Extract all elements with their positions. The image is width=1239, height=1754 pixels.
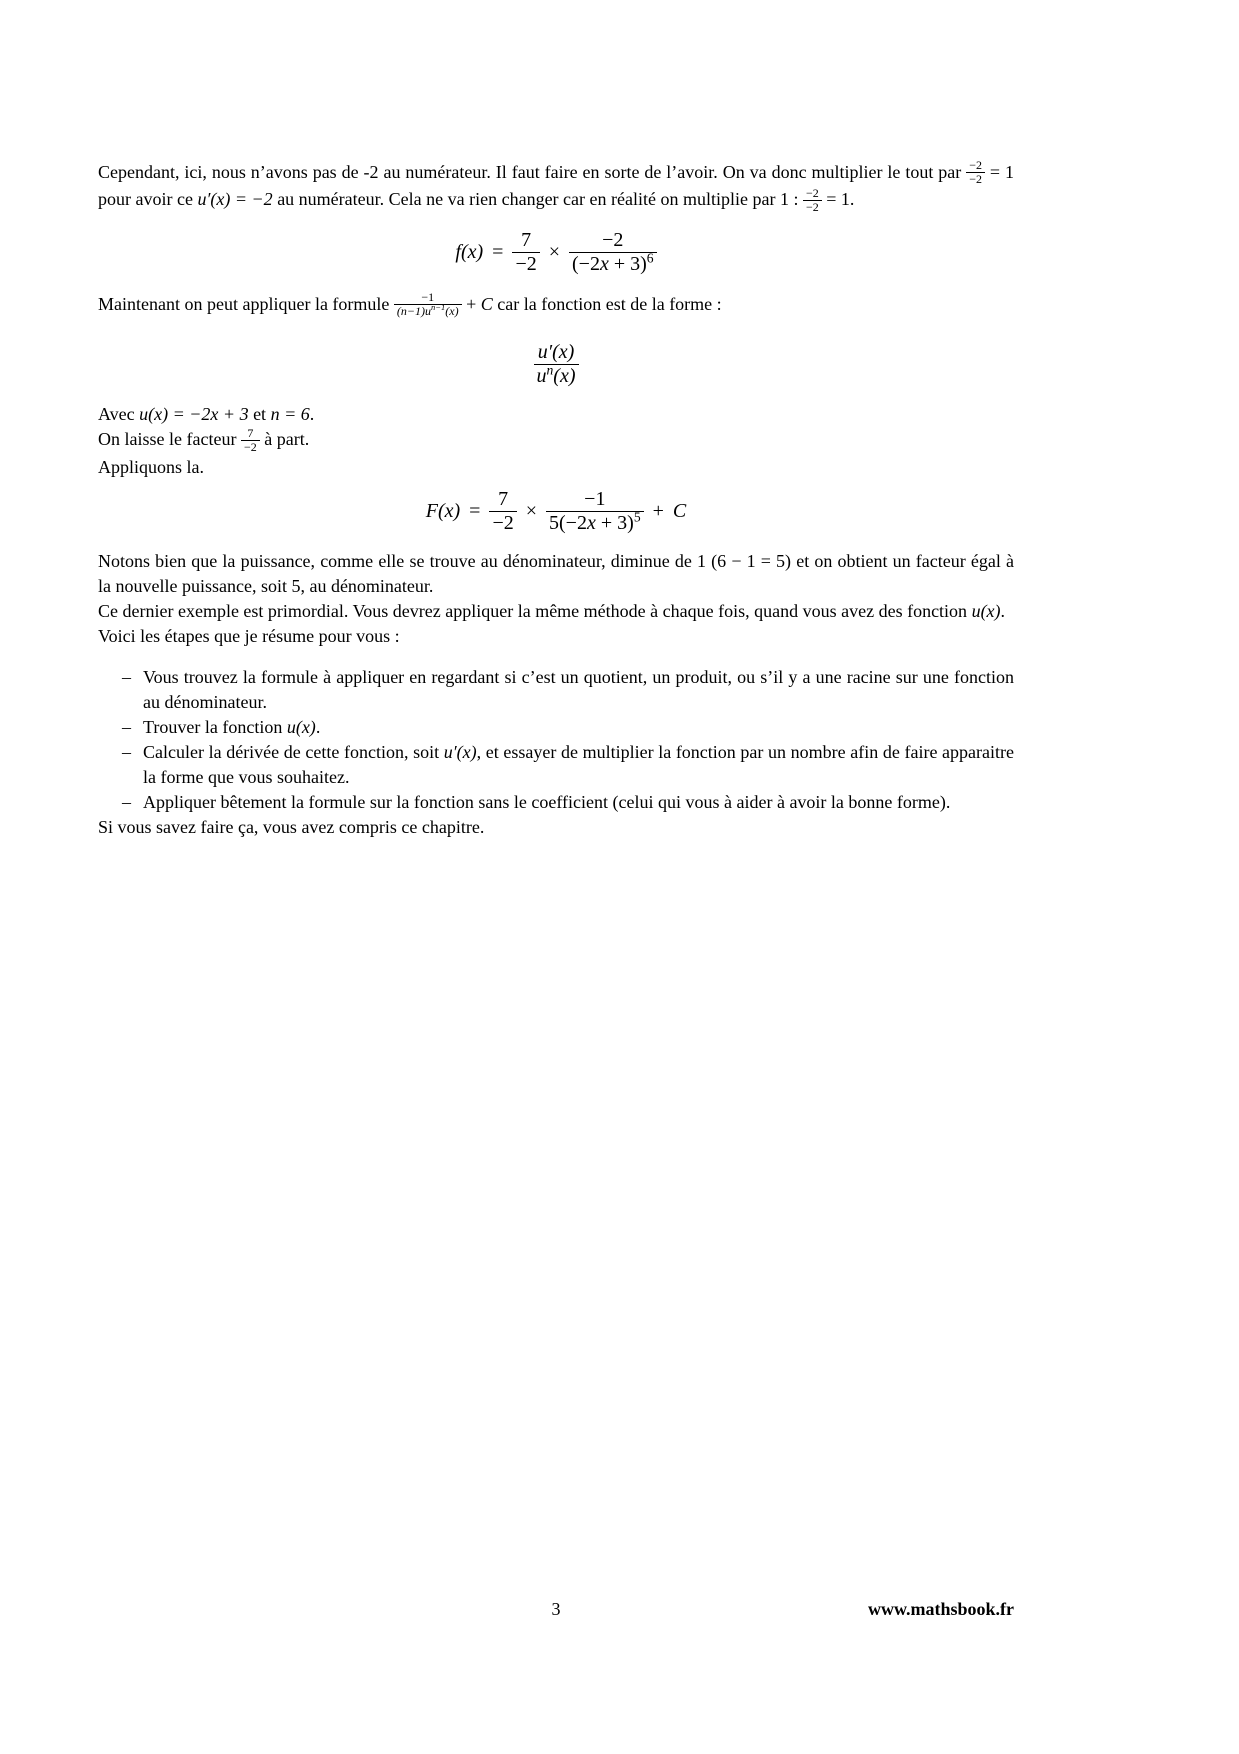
paragraph-closing (98, 815, 1014, 840)
dash-bullet: – (122, 716, 131, 737)
equals-sign: = (469, 499, 481, 522)
equals-sign: = (492, 240, 504, 263)
text-run: . (309, 404, 315, 425)
times-sign: × (548, 240, 560, 263)
text-run: Avec (98, 404, 135, 425)
fraction-denominator: −2 (489, 511, 516, 535)
text-run: Ce dernier exemple est primordial. Vous devrez appliquer la même méthode à chaque fois, quand vous avez des fonction (98, 600, 968, 621)
fraction-denominator (534, 364, 579, 388)
math-variable-u: u (536, 365, 547, 388)
paragraph-voici-etapes (98, 624, 1014, 649)
text-run: = 1. (826, 189, 855, 210)
math-variable-x: x (586, 511, 596, 534)
text-run: . (1000, 600, 1006, 621)
text-run: Cependant, ici, nous n’avons pas de -2 au numérateur. Il faut faire en sorte de l’avoir. On va donc multiplier le tout par (98, 162, 962, 182)
text-run: + 3) (608, 252, 647, 275)
page-number: 3 (551, 1599, 561, 1619)
math-expression: u(x) (286, 716, 316, 737)
text-run: Appliquons la. (98, 456, 204, 477)
formula-fx-display (98, 229, 1014, 276)
math-constant-C: C (480, 293, 493, 314)
fraction-denominator (394, 304, 462, 318)
text-run: = 1 pour avoir ce (98, 162, 1015, 210)
text-run: au numérateur. Cela ne va rien changer car en réalité on multiplie par 1 : (277, 189, 799, 210)
plus-sign: + (652, 499, 664, 522)
text-run: Voici les étapes que je résume pour vous : (98, 625, 400, 646)
math-expression: u(x) = −2x + 3 (139, 404, 249, 425)
list-item-text (143, 740, 1014, 790)
text-run: , et essayer de multiplier la fonction par un nombre afin de faire apparaitre la forme que vous souhaitez. (143, 741, 1015, 787)
text-run: (−2 (572, 252, 600, 275)
list-item-text (143, 715, 1014, 740)
avec-line1 (98, 402, 1014, 427)
list-item (122, 665, 1014, 715)
math-expression: (n−1)u (396, 304, 432, 319)
list-item-text: Appliquer bêtement la formule sur la fonction sans le coefficient (celui qui vous à aider à avoir la bonne forme). (143, 791, 951, 812)
fraction-7-minus2 (512, 229, 539, 276)
math-lhs: F(x) (425, 499, 461, 522)
paragraph-apply-formula (98, 292, 1014, 319)
fraction-numerator: u′(x) (537, 341, 575, 364)
fraction-denominator: −2 (241, 440, 260, 454)
text-run: car la fonction est de la forme : (497, 293, 722, 314)
page-content (98, 160, 1014, 840)
inline-fraction-minus2-minus2 (966, 159, 985, 186)
avec-line3 (98, 455, 1014, 480)
dash-bullet: – (122, 666, 131, 687)
text-run: Notons bien que la puissance, comme elle se trouve au dénominateur, diminue de 1 (6 − 1 = 5) et on obtient un facteur égal à la nouvelle puissance, soit 5, au dénominateur. (98, 550, 1014, 596)
math-expression: u′(x) (443, 741, 477, 762)
math-expression: (x) (553, 365, 576, 388)
math-expression: u′(x) = −2 (197, 189, 273, 210)
fraction-denominator (546, 508, 644, 535)
fraction-numerator: −1 (421, 290, 435, 305)
text-run: . (315, 716, 321, 737)
text-run: 5(−2 (549, 511, 587, 534)
list-item-text: Vous trouvez la formule à appliquer en regardant si c’est un quotient, un produit, ou s’il y a une racine sur une fonction au dénominateur. (143, 666, 1014, 712)
inline-fraction-power-rule (394, 291, 462, 318)
math-expression: u(x) (971, 600, 1001, 621)
avec-line2 (98, 427, 1014, 454)
fraction-numerator: −1 (584, 487, 606, 510)
fraction-denominator (569, 252, 657, 276)
fraction-denominator: −2 (803, 200, 822, 214)
inline-fraction-7-minus2 (241, 427, 260, 454)
text-run: Maintenant on peut appliquer la formule (98, 293, 390, 314)
fraction-denominator: −2 (966, 172, 985, 186)
math-expression: n = 6 (270, 404, 310, 425)
fraction-numerator: −2 (969, 158, 982, 173)
avec-block (98, 402, 1014, 479)
steps-list (98, 665, 1014, 815)
paragraph-multiply-intro (98, 160, 1014, 215)
exponent: n (546, 362, 554, 378)
dash-bullet: – (122, 741, 131, 762)
text-run: à part. (264, 429, 310, 450)
fraction-denominator: −2 (512, 252, 539, 276)
text-run: et (253, 404, 267, 425)
exponent: 6 (646, 250, 654, 266)
times-sign: × (525, 499, 538, 522)
math-expression: (x) (445, 304, 459, 319)
exponent: n−1 (431, 302, 446, 313)
math-variable-x: x (599, 252, 609, 275)
fraction-numerator: 7 (498, 487, 509, 510)
text-run: Si vous savez faire ça, vous avez compris ce chapitre. (98, 816, 485, 837)
list-item (122, 715, 1014, 740)
fraction-numerator: 7 (521, 228, 532, 251)
fraction-numerator: −2 (805, 185, 819, 200)
text-run: Trouver la fonction (143, 716, 283, 737)
formula-uform-display (98, 341, 1014, 388)
dash-bullet: – (122, 791, 131, 812)
math-constant-C: C (672, 499, 687, 522)
text-run: Calculer la dérivée de cette fonction, soit (143, 741, 440, 762)
fraction-numerator: 7 (247, 425, 254, 440)
math-lhs: f(x) (455, 240, 484, 263)
plus-sign: + (466, 293, 477, 314)
site-url: www.mathsbook.fr (867, 1599, 1014, 1619)
paragraph-dernier-exemple (98, 599, 1014, 624)
fraction-7-minus2 (489, 488, 516, 535)
page-footer (98, 1597, 1014, 1621)
fraction-minus1-power5 (546, 488, 644, 535)
inline-fraction-minus2-minus2 (803, 187, 822, 214)
list-item (122, 740, 1014, 790)
text-run: + 3) (595, 511, 634, 534)
exponent: 5 (633, 508, 641, 524)
fraction-uprime-over-un (534, 341, 579, 388)
fraction-minus2-power6 (569, 229, 657, 276)
formula-Fx-display (98, 488, 1014, 535)
fraction-numerator: −2 (602, 228, 624, 251)
text-run: On laisse le facteur (98, 429, 237, 450)
paragraph-notons (98, 549, 1014, 599)
list-item (122, 790, 1014, 815)
